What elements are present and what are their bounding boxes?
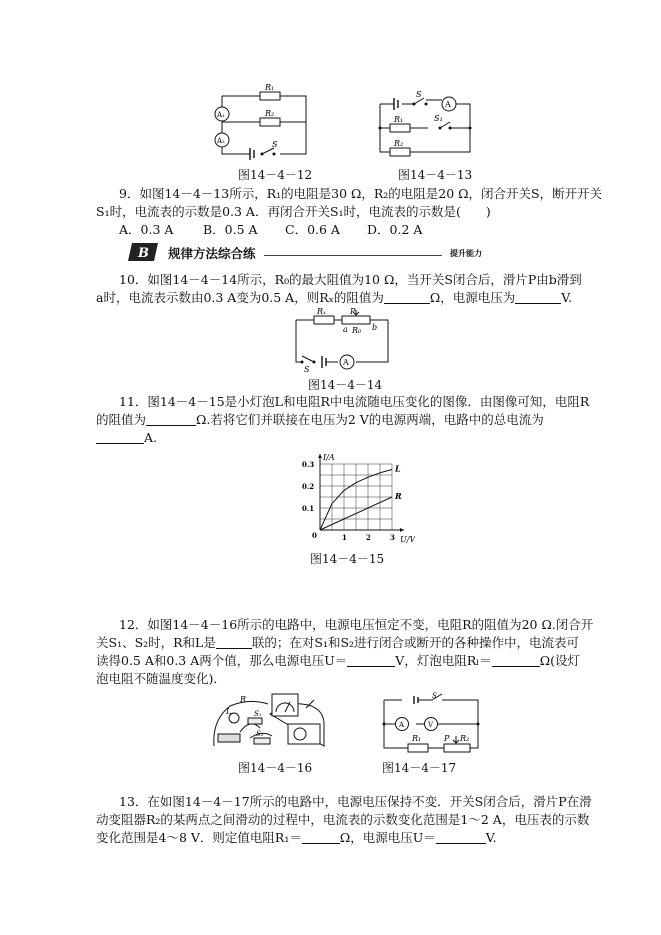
figure-caption-14-4-14: 图14－4－14 (308, 378, 383, 392)
rx-label: Rₓ (317, 307, 326, 316)
question-12-line-4: 泡电阻不随温度变化)． (96, 671, 226, 686)
a1-label: A₁ (217, 111, 225, 119)
answer-blank[interactable] (96, 431, 144, 444)
question-12-line-3: 读得0.5 A和0.3 A两个值，那么电源电压U＝ V，灯泡电阻Rₗ＝ Ω(设灯 (96, 653, 581, 668)
ammeter-label: A (445, 100, 451, 109)
question-9-line-1: 9．如图14－4－13所示，R₁的电阻是30 Ω，R₂的电阻是20 Ω，闭合开关S，断开开关 (119, 186, 603, 201)
x-axis-arrow-icon (400, 528, 404, 532)
answer-blank[interactable] (347, 654, 395, 667)
r2-label: R₂ (460, 734, 470, 743)
s1-label: S₁ (254, 710, 262, 718)
section-tag: 提升能力 (450, 249, 482, 258)
answer-blank[interactable] (146, 413, 196, 426)
r-label: R (240, 695, 247, 704)
x-tick-label: 1 (342, 533, 347, 542)
voltmeter-label: V (428, 721, 434, 729)
figure-caption-14-4-13: 图14－4－13 (398, 168, 473, 182)
figure-caption-14-4-15: 图14－4－15 (310, 552, 385, 566)
figure-caption-14-4-12: 图14－4－12 (238, 168, 313, 182)
figure-caption-14-4-16: 图14－4－16 (238, 761, 313, 775)
answer-blank[interactable] (492, 654, 540, 667)
r0-label: R₀ (352, 326, 362, 335)
circuit-diagram-14-4-17 (378, 692, 488, 756)
option-c: C．0.6 A (285, 222, 340, 237)
iu-graph (300, 450, 415, 545)
circuit-photo-14-4-16 (210, 688, 332, 756)
switch-s1-label: S₁ (434, 114, 443, 123)
ammeter-label: A (343, 358, 349, 367)
x-tick-label: 2 (366, 533, 371, 542)
r1-label: R₁ (265, 84, 275, 92)
series-label-r: R (395, 491, 402, 501)
x-tick-label: 3 (390, 533, 395, 542)
series-label-l: L (395, 463, 401, 474)
answer-blank[interactable] (515, 291, 561, 304)
switch-label: S (432, 692, 437, 700)
x-axis-label: U/V (400, 535, 415, 544)
switch-label: S (304, 365, 310, 374)
y-tick-label: 0.2 (302, 482, 315, 491)
answer-blank[interactable] (216, 636, 252, 649)
circuit-diagram-14-4-14 (288, 306, 400, 374)
question-12-line-2: 关S₁、S₂时，R和L是 联的；在对S₁和S₂进行闭合或断开的各种操作中，电流表可 (96, 635, 580, 650)
question-13-line-2: 动变阻器R₂的某两点之间滑动的过程中，电流表的示数变化范围是1～2 A，电压表的示数 (96, 812, 590, 827)
section-banner (128, 243, 508, 261)
circuit-diagram-14-4-12 (210, 84, 320, 162)
y-tick-label: 0.3 (302, 460, 315, 469)
y-axis-label: I/A (323, 453, 335, 462)
answer-blank[interactable] (384, 291, 430, 304)
section-rule (264, 255, 442, 256)
ammeter-label: A (399, 721, 405, 729)
option-a: A．0.3 A (119, 222, 174, 237)
section-badge-icon (128, 243, 158, 261)
y-tick-label: 0.1 (302, 504, 315, 513)
r2-label: R₂ (394, 139, 404, 148)
question-10-line-1: 10．如图14－4－14所示，R₀的最大阻值为10 Ω，当开关S闭合后，滑片P由b滑到 (119, 272, 582, 287)
l-label: L (226, 707, 232, 716)
s2-label: S₂ (256, 730, 264, 738)
switch-label: S (272, 140, 278, 149)
a2-label: A₂ (217, 137, 225, 145)
figure-caption-14-4-17: 图14－4－17 (382, 761, 457, 775)
option-b: B．0.5 A (203, 222, 258, 237)
slider-p-label: P (350, 307, 356, 316)
question-11-line-2: 的阻值为 Ω.若将它们并联接在电压为2 V的电源两端，电路中的总电流为 (96, 412, 544, 427)
question-13-line-3: 变化范围是4～8 V．则定值电阻R₁＝ Ω，电源电压U＝ V. (96, 830, 497, 845)
switch-s-label: S (416, 90, 422, 99)
question-11-line-1: 11．图14－4－15是小灯泡L和电阻R中电流随电压变化的图像．由图像可知，电阻R (119, 394, 590, 409)
r2-label: R₂ (265, 109, 275, 118)
option-d: D．0.2 A (367, 222, 423, 237)
r1-label: R₁ (412, 734, 422, 743)
y-axis-arrow-icon (318, 454, 322, 458)
question-13-line-1: 13．在如图14－4－17所示的电路中，电源电压保持不变．开关S闭合后，滑片P在滑 (119, 794, 592, 809)
question-12-line-1: 12．如图14－4－16所示的电路中，电源电压恒定不变，电阻R的阻值为20 Ω.闭合开 (119, 617, 594, 632)
answer-blank[interactable] (436, 831, 486, 844)
origin-label: 0 (312, 531, 317, 540)
end-a-label: a (343, 325, 348, 334)
slider-p-label: P (444, 734, 450, 743)
question-9-line-2: S₁时，电流表的示数是0.3 A．再闭合开关S₁时，电流表的示数是( ) (96, 204, 491, 219)
r1-label: R₁ (394, 115, 404, 124)
section-title: 规律方法综合练 (168, 246, 256, 261)
question-11-line-3: A. (96, 430, 576, 446)
circuit-diagram-14-4-13 (370, 88, 480, 160)
answer-blank[interactable] (302, 831, 340, 844)
end-b-label: b (372, 323, 378, 332)
svg-text:B: B (138, 246, 149, 261)
question-10-line-2: a时，电流表示数由0.3 A变为0.5 A，则Rₓ的阻值为 Ω，电源电压为 V. (96, 290, 573, 305)
